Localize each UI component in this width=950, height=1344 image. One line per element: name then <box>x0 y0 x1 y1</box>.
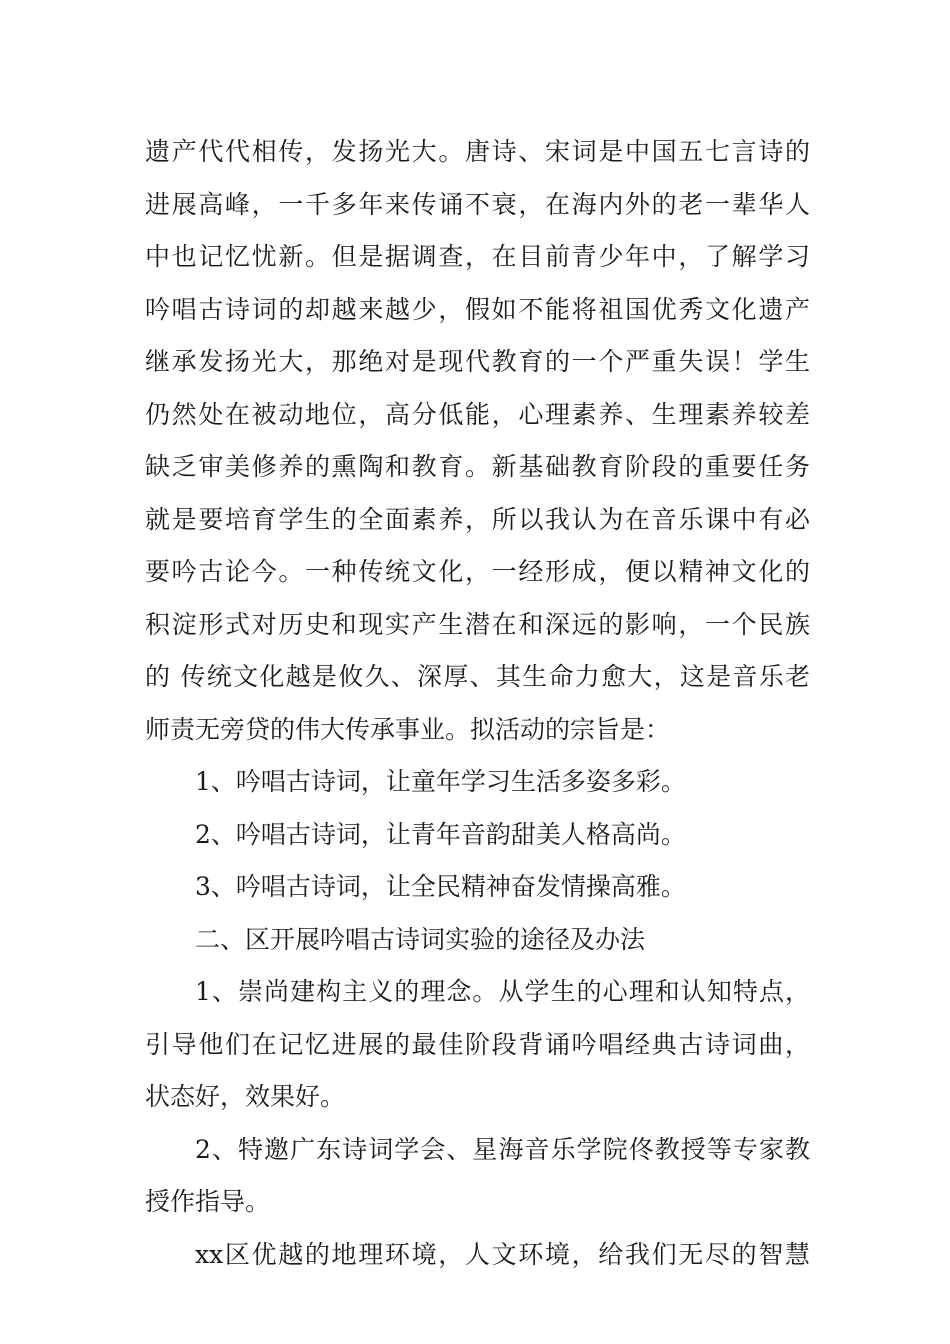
text-line: xx区优越的地理环境，人文环境，给我们无尽的智慧 <box>195 1239 810 1269</box>
text-line: 积淀形式对历史和现实产生潜在和深远的影响，一个民族 <box>145 609 810 639</box>
aim-item: 1、吟唱古诗词，让童年学习生活多姿多彩。 <box>195 767 686 796</box>
document-body <box>145 126 810 1281</box>
paragraph-intro <box>145 126 810 756</box>
text-line: 吟唱古诗词的却越来越少，假如不能将祖国优秀文化遗产 <box>145 294 810 324</box>
text-line: 师责无旁贷的伟大传承事业。拟活动的宗旨是： <box>145 714 671 744</box>
text-line: 缺乏审美修养的熏陶和教育。新基础教育阶段的重要任务 <box>145 452 810 481</box>
text-line: 遗产代代相传，发扬光大。唐诗、宋词是中国五七言诗的 <box>145 137 810 166</box>
text-line: 继承发扬光大，那绝对是现代教育的一个严重失误！学生 <box>145 347 810 376</box>
aims-list <box>145 756 810 914</box>
text-line: 状态好，效果好。 <box>145 1082 346 1111</box>
text-line: 1、崇尚建构主义的理念。从学生的心理和认知特点， <box>195 977 810 1006</box>
aim-item: 3、吟唱古诗词，让全民精神奋发情操高雅。 <box>195 872 686 901</box>
closing-paragraph <box>145 1229 810 1282</box>
text-line: 中也记忆忧新。但是据调查，在目前青少年中，了解学习 <box>145 242 810 271</box>
text-line: 进展高峰，一千多年来传诵不衰，在海内外的老一辈华人 <box>145 189 810 219</box>
section-heading: 二、区开展吟唱古诗词实验的途径及办法 <box>195 924 646 954</box>
text-line: 2、特邀广东诗词学会、星海音乐学院佟教授等专家教 <box>195 1134 810 1164</box>
text-line: 仍然处在被动地位，高分低能，心理素养、生理素养较差 <box>145 399 810 429</box>
text-line: 的 传统文化越是攸久、深厚、其生命力愈大，这是音乐老 <box>145 662 810 691</box>
method-item-1 <box>145 966 810 1124</box>
text-line: 要吟古论今。一种传统文化，一经形成，便以精神文化的 <box>145 557 810 586</box>
aim-item: 2、吟唱古诗词，让青年音韵甜美人格高尚。 <box>195 819 686 849</box>
text-line: 就是要培育学生的全面素养，所以我认为在音乐课中有必 <box>145 504 810 534</box>
text-line: 引导他们在记忆进展的最佳阶段背诵吟唱经典古诗词曲， <box>145 1029 810 1059</box>
text-line: 授作指导。 <box>145 1187 271 1216</box>
method-item-2 <box>145 1124 810 1229</box>
